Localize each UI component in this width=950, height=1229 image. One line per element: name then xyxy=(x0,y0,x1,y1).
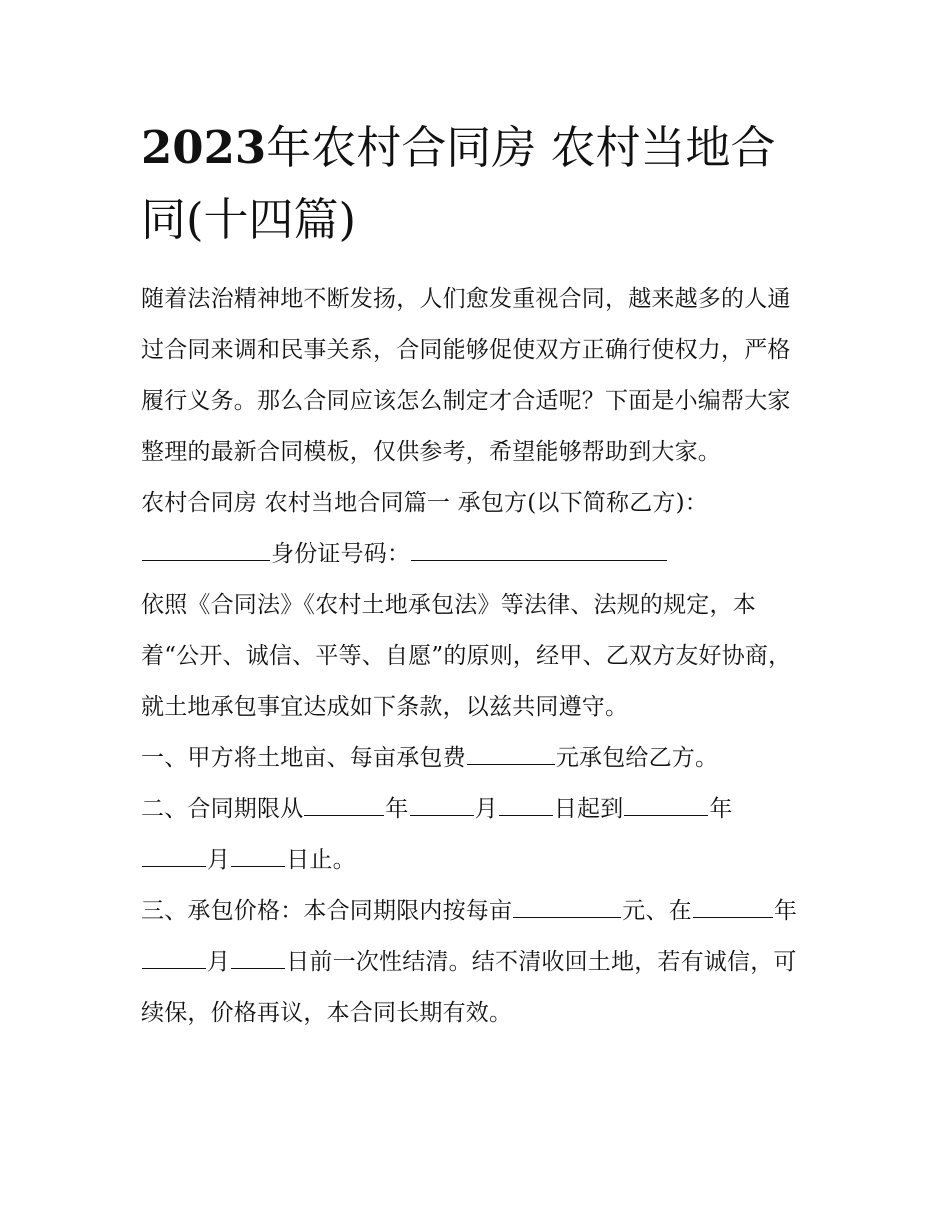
clause-3-text-a: 三、承包价格：本合同期限内按每亩 xyxy=(141,898,513,924)
clause-2-text-e: 年 xyxy=(709,796,733,822)
document-title xyxy=(141,112,813,256)
clause-1 xyxy=(141,733,813,784)
document-page xyxy=(141,112,813,1039)
title-year: 2023 xyxy=(141,121,267,174)
clause-3 xyxy=(141,886,813,1039)
pay-year-blank xyxy=(693,897,773,918)
clause-2-text-f: 月 xyxy=(207,847,231,873)
document-body xyxy=(141,274,813,1039)
clause-3-text-b: 元、在 xyxy=(622,898,692,924)
clause-3-text-c: 年 xyxy=(773,898,798,924)
clause-1-text-a: 一、甲方将土地亩、每亩承包费 xyxy=(141,745,466,771)
end-year-blank xyxy=(624,795,708,816)
section-heading: 农村合同房 农村当地合同篇一 承包方(以下简称乙方)： xyxy=(141,490,708,516)
clause-3-text-e: 日前一次性结清。结不清收回土地，若有诚信，可续保，价格再议，本合同长期有效。 xyxy=(141,949,797,1026)
pay-month-blank xyxy=(142,948,206,969)
start-year-blank xyxy=(304,795,384,816)
id-label: 身份证号码： xyxy=(271,541,411,567)
name-blank xyxy=(142,540,270,561)
end-month-blank xyxy=(142,846,206,867)
title-text: 年农村合同房 农村当地合同(十四篇) xyxy=(141,121,776,246)
clause-2-text-b: 年 xyxy=(385,796,409,822)
clause-2 xyxy=(141,784,813,886)
id-line xyxy=(141,529,813,580)
end-day-blank xyxy=(231,846,285,867)
clause-2-text-a: 二、合同期限从 xyxy=(141,796,304,822)
price-blank xyxy=(513,897,621,918)
intro-paragraph: 随着法治精神地不断发扬，人们愈发重视合同，越来越多的人通过合同来调和民事关系，合同能够促使双方正确行使权力，严格履行义务。那么合同应该怎么制定才合适呢？下面是小编帮大家整理的最新合同模板，仅供参考，希望能够帮助到大家。 xyxy=(141,286,791,465)
id-number-blank xyxy=(411,540,667,561)
clause-2-text-d: 日起到 xyxy=(553,796,624,822)
pay-day-blank xyxy=(231,948,285,969)
start-day-blank xyxy=(499,795,553,816)
basis-paragraph: 依照《合同法》《农村土地承包法》等法律、法规的规定，本着“公开、诚信、平等、自愿”的原则，经甲、乙双方友好协商，就土地承包事宜达成如下条款，以兹共同遵守。 xyxy=(141,592,792,720)
start-month-blank xyxy=(410,795,474,816)
clause-3-text-d: 月 xyxy=(207,949,231,975)
clause-2-text-g: 日止。 xyxy=(286,847,356,873)
fee-blank xyxy=(467,744,555,765)
clause-2-text-c: 月 xyxy=(474,796,498,822)
clause-1-text-b: 元承包给乙方。 xyxy=(555,745,719,771)
